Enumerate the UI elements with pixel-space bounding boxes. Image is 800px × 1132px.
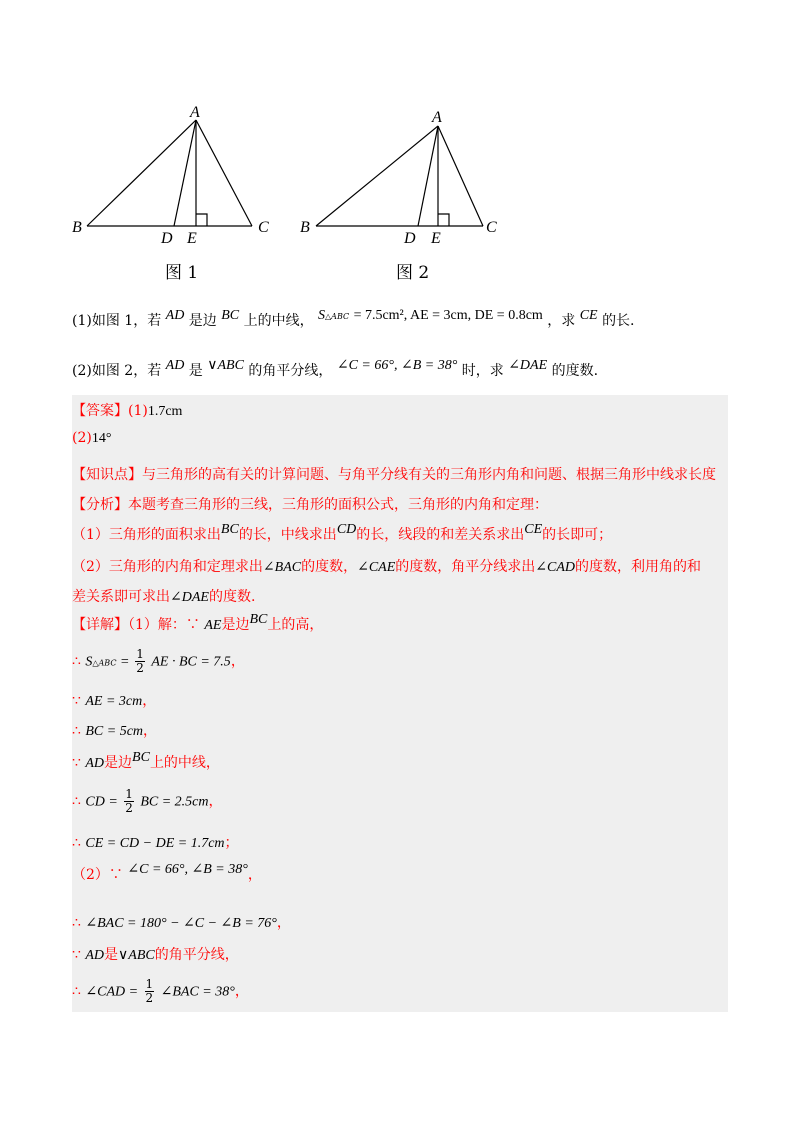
therefore-icon: ∴ <box>72 653 81 670</box>
fraction-numerator: 1 <box>145 977 154 991</box>
detail-line-2 <box>72 648 245 675</box>
analysis-3b: 的度数， <box>301 559 358 575</box>
answer-line-1 <box>72 400 182 420</box>
analysis-2a: （1）三角形的面积求出 <box>72 527 221 543</box>
analysis-3d: 的度数，利用角的和 <box>575 559 701 575</box>
fig1-side-ab <box>87 120 196 226</box>
analysis-cd: CD <box>336 522 357 537</box>
therefore-icon: ∴ <box>72 983 81 1000</box>
fraction-denominator: 2 <box>145 991 154 1005</box>
because-icon: ∵ <box>72 755 81 771</box>
analysis-cae: ∠CAE <box>357 560 396 575</box>
detail-line-8 <box>72 864 262 884</box>
answer-line-2 <box>72 430 111 447</box>
detail-8-comma: ， <box>247 867 262 883</box>
detail-6-comma: ， <box>208 793 223 810</box>
analysis-3a: （2）三角形的内角和定理求出 <box>72 559 263 575</box>
fig1-label-c: C <box>258 219 269 236</box>
therefore-icon: ∴ <box>72 793 81 810</box>
therefore-icon: ∴ <box>72 723 81 739</box>
q2-triangle: ∨ABC <box>207 358 244 373</box>
q1-text-b: 上的中线， <box>243 313 314 329</box>
detail-label: 【详解】 <box>72 617 128 633</box>
detail-3-eq: AE = 3cm <box>85 694 143 709</box>
analysis-2c: 的长，线段的和差关系求出 <box>356 527 525 543</box>
figure-2 <box>316 126 483 226</box>
detail-5b: 上的中线， <box>149 755 220 771</box>
detail-8-eq: ∠C = 66°, ∠B = 38° <box>127 862 248 877</box>
figures-svg <box>0 0 800 290</box>
detail-line-4 <box>72 720 157 740</box>
analysis-dae: ∠DAE <box>170 590 209 605</box>
q1-tail: 的长. <box>602 313 635 329</box>
fig2-label-e: E <box>431 230 441 247</box>
fig2-side-ab <box>316 126 438 226</box>
detail-1a: （1）解：∵ <box>128 617 200 633</box>
fraction-numerator: 1 <box>125 787 133 801</box>
fig2-side-ac <box>438 126 483 226</box>
q1-prefix: (1)如图 1，若 <box>72 313 162 329</box>
q2-angle-dae: ∠DAE <box>508 358 548 373</box>
answer-1-prefix: (1) <box>128 403 148 419</box>
fig1-label-e: E <box>187 230 197 247</box>
detail-6-rest: BC = 2.5cm <box>140 794 209 810</box>
detail-10-ad: AD <box>85 948 105 963</box>
detail-line-3 <box>72 690 156 710</box>
question-1 <box>72 310 635 330</box>
detail-10a: 是 <box>104 947 119 963</box>
detail-7-eq: CE = CD − DE = 1.7cm <box>85 836 225 851</box>
q1-area-sub: △ABC <box>325 312 350 321</box>
q2-prefix: (2)如图 2，若 <box>72 363 162 379</box>
detail-9-comma: ， <box>276 915 291 931</box>
therefore-icon: ∴ <box>72 835 81 851</box>
q1-ad: AD <box>165 308 185 323</box>
fig2-label-b: B <box>300 219 310 236</box>
q1-ce: CE <box>579 308 598 323</box>
q1-area-symbol: S <box>318 308 326 323</box>
detail-11-lhs: ∠CAD = <box>85 984 139 1000</box>
detail-line-5 <box>72 752 220 772</box>
detail-2-eq: = <box>120 654 129 670</box>
q1-bc: BC <box>221 308 240 323</box>
detail-5-bc: BC <box>132 750 150 765</box>
detail-1c: 上的高， <box>267 617 324 633</box>
detail-3-comma: ， <box>142 693 157 709</box>
detail-bc: BC <box>249 612 268 627</box>
fig2-bisector-ad <box>418 126 438 226</box>
analysis-3c: 的度数，角平分线求出 <box>395 559 536 575</box>
detail-line-9 <box>72 912 291 932</box>
analysis-line-4 <box>72 586 255 606</box>
analysis-2b: 的长，中线求出 <box>238 527 337 543</box>
q1-condition: = 7.5cm², AE = 3cm, DE = 0.8cm <box>353 308 543 323</box>
detail-11-rest: ∠BAC = 38° <box>160 984 235 1000</box>
analysis-label: 【分析】 <box>72 497 128 513</box>
detail-line-11 <box>72 978 249 1005</box>
analysis-line-1 <box>72 494 548 514</box>
knowledge-label: 【知识点】 <box>72 467 142 483</box>
q2-text-b: 的角平分线， <box>248 363 333 379</box>
fig1-label-a: A <box>190 104 200 121</box>
q1-ask: ，求 <box>547 313 576 329</box>
therefore-icon: ∴ <box>72 915 81 931</box>
q2-tail: 的度数. <box>551 363 599 379</box>
analysis-line-3 <box>72 556 701 576</box>
answer-2-prefix: (2) <box>72 430 92 446</box>
fig1-caption: 图 1 <box>165 263 199 283</box>
analysis-line-2 <box>72 524 612 544</box>
detail-10-triangle: ∨ABC <box>118 948 155 963</box>
detail-2-comma: ， <box>230 653 245 670</box>
detail-4-eq: BC = 5cm <box>85 724 144 739</box>
answer-1-value: 1.7cm <box>147 404 183 419</box>
detail-area-symbol: S <box>85 654 93 670</box>
detail-2-rest: AE · BC = 7.5 <box>151 654 231 670</box>
fraction-half <box>145 978 155 1005</box>
fig1-median-ad <box>174 120 196 226</box>
answer-2-value: 14° <box>91 431 112 446</box>
detail-ae: AE <box>204 618 222 633</box>
detail-line-7 <box>72 832 239 852</box>
analysis-4a: 差关系即可求出 <box>72 589 170 605</box>
analysis-ce: CE <box>524 522 543 537</box>
because-icon: ∵ <box>72 947 81 963</box>
q2-ad: AD <box>165 358 185 373</box>
detail-9-eq: ∠BAC = 180° − ∠C − ∠B = 76° <box>85 916 277 931</box>
detail-line-10 <box>72 944 239 964</box>
fig2-label-d: D <box>404 230 416 247</box>
q2-condition: ∠C = 66°, ∠B = 38° <box>336 358 458 373</box>
fig2-caption: 图 2 <box>396 263 430 283</box>
fraction-denominator: 2 <box>125 801 133 815</box>
analysis-4b: 的度数. <box>208 589 256 605</box>
fraction-numerator: 1 <box>136 647 144 661</box>
q2-text-c: 时，求 <box>461 363 504 379</box>
detail-ad: AD <box>85 756 105 771</box>
q2-text-a: 是 <box>188 363 203 379</box>
analysis-2d: 的长即可； <box>542 527 613 543</box>
analysis-bc: BC <box>220 522 239 537</box>
detail-area-sub: △ABC <box>92 658 117 668</box>
detail-4-comma: ， <box>143 723 158 739</box>
analysis-bac: ∠BAC <box>262 560 302 575</box>
detail-1b: 是边 <box>221 617 250 633</box>
fraction-half <box>135 648 145 675</box>
detail-8a: （2）∵ <box>72 867 123 883</box>
fig1-label-b: B <box>72 219 82 236</box>
figure-1 <box>87 120 252 226</box>
answer-label: 【答案】 <box>72 403 128 419</box>
q1-text-a: 是边 <box>188 313 217 329</box>
analysis-cad: ∠CAD <box>535 560 575 575</box>
analysis-text-1: 本题考查三角形的三线，三角形的面积公式，三角形的内角和定理： <box>128 497 548 513</box>
fig2-right-angle-mark <box>438 214 449 226</box>
knowledge-text: 与三角形的高有关的计算问题、与角平分线有关的三角形内角和问题、根据三角形中线求长度 <box>142 467 716 483</box>
fraction-denominator: 2 <box>136 661 144 675</box>
knowledge-line <box>72 464 716 484</box>
detail-6-lhs: CD = <box>85 794 118 810</box>
detail-10b: 的角平分线， <box>154 947 239 963</box>
detail-5a: 是边 <box>104 755 133 771</box>
fig2-label-c: C <box>486 219 497 236</box>
fig1-side-ac <box>196 120 252 226</box>
fig1-right-angle-mark <box>196 214 207 226</box>
question-2 <box>72 360 598 380</box>
fraction-half <box>124 788 134 815</box>
fig2-label-a: A <box>432 109 442 126</box>
detail-11-comma: ， <box>234 983 249 1000</box>
detail-line-6 <box>72 788 223 815</box>
detail-line-1 <box>72 614 323 634</box>
detail-7-semicolon: ； <box>224 835 239 851</box>
because-icon: ∵ <box>72 693 81 709</box>
fig1-label-d: D <box>161 230 173 247</box>
